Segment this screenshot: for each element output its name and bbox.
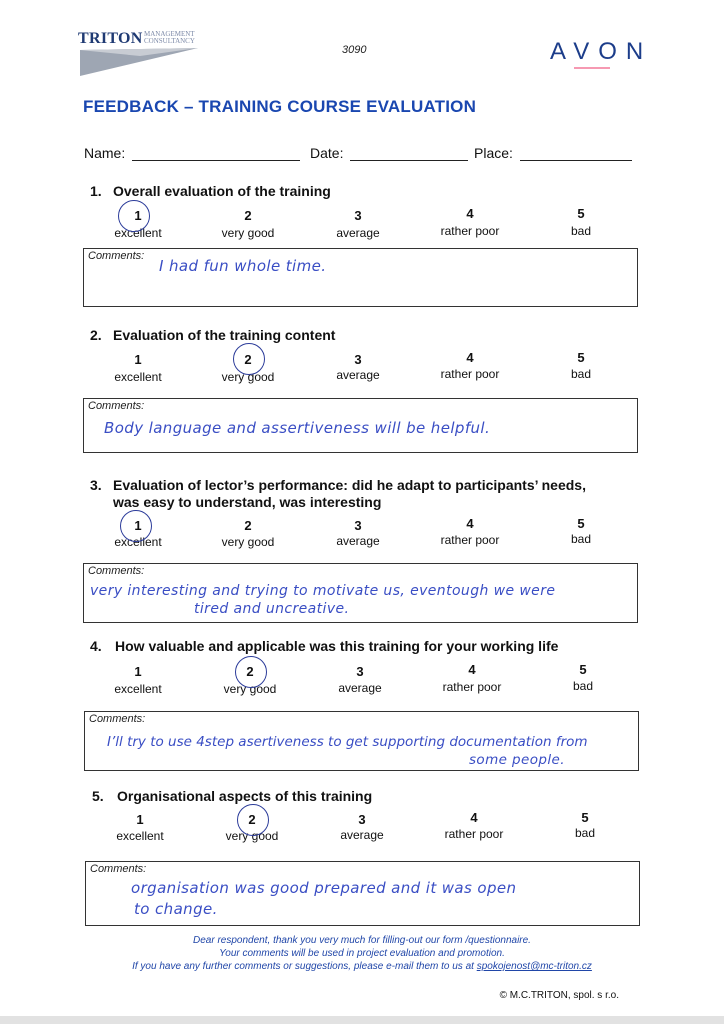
rating-label-bad: bad xyxy=(570,224,592,238)
section-3-title: Evaluation of lector’s performance: did he adapt to participants’ needs, xyxy=(113,477,586,493)
section-5-number: 5. xyxy=(92,788,104,804)
rating-label-bad: bad xyxy=(570,367,592,381)
triton-company-name: TRITON xyxy=(78,30,143,47)
rating-option-4[interactable]: 4 xyxy=(466,206,474,221)
section-1-number: 1. xyxy=(90,183,102,199)
name-field[interactable] xyxy=(132,146,300,161)
rating-option-1[interactable]: 1 xyxy=(134,664,142,679)
rating-label-rather-poor: rather poor xyxy=(440,224,500,238)
copyright: © M.C.TRITON, spol. s r.o. xyxy=(499,990,619,1001)
section-2-title: Evaluation of the training content xyxy=(113,327,336,343)
section-3-number: 3. xyxy=(90,477,102,493)
document-number: 3090 xyxy=(342,44,367,56)
section-4-title: How valuable and applicable was this training for your working life xyxy=(115,638,559,654)
section-4-number: 4. xyxy=(90,638,102,654)
rating-option-1[interactable]: 1 xyxy=(134,352,142,367)
rating-option-2[interactable]: 2 xyxy=(244,518,252,533)
selected-rating-circle xyxy=(120,510,152,542)
rating-option-2[interactable]: 2 xyxy=(246,664,254,679)
section-3-comment-line-2: tired and uncreative. xyxy=(194,601,350,617)
rating-label-average: average xyxy=(336,534,380,548)
rating-label-average: average xyxy=(338,681,382,695)
rating-label-excellent: excellent xyxy=(114,682,162,696)
section-4-comment-line-1: I’ll try to use 4step asertiveness to get supporting documentation from xyxy=(107,734,588,750)
avon-logo xyxy=(550,38,652,66)
rating-label-rather-poor: rather poor xyxy=(440,367,500,381)
section-3-title-line-2: was easy to understand, was interesting xyxy=(113,494,382,510)
rating-option-3[interactable]: 3 xyxy=(354,208,362,223)
footer-email-link[interactable]: spokojenost@mc-triton.cz xyxy=(476,961,592,972)
scan-bottom-edge xyxy=(0,1016,724,1024)
place-field[interactable] xyxy=(520,146,632,161)
rating-label-very-good: very good xyxy=(223,682,277,696)
section-5-comment-line-1: organisation was good prepared and it was open xyxy=(131,879,517,897)
triton-logo xyxy=(78,30,218,80)
rating-option-5[interactable]: 5 xyxy=(581,810,589,825)
rating-label-rather-poor: rather poor xyxy=(444,827,504,841)
rating-label-rather-poor: rather poor xyxy=(442,680,502,694)
selected-rating-circle xyxy=(235,656,267,688)
rating-label-average: average xyxy=(340,828,384,842)
rating-option-2[interactable]: 2 xyxy=(244,208,252,223)
rating-option-5[interactable]: 5 xyxy=(579,662,587,677)
section-2-number: 2. xyxy=(90,327,102,343)
section-2-comment-line-1: Body language and assertiveness will be helpful. xyxy=(104,419,491,437)
section-5-title: Organisational aspects of this training xyxy=(117,788,373,804)
rating-label-very-good: very good xyxy=(225,829,279,843)
rating-label-excellent: excellent xyxy=(114,226,162,240)
rating-label-excellent: excellent xyxy=(114,370,162,384)
rating-option-5[interactable]: 5 xyxy=(577,516,585,531)
rating-option-1[interactable]: 1 xyxy=(136,812,144,827)
rating-option-3[interactable]: 3 xyxy=(358,812,366,827)
footer-contact-text: If you have any further comments or suggestions, please e-mail them to us at xyxy=(132,961,477,972)
footer-usage-note: Your comments will be used in project evaluation and promotion. xyxy=(219,948,505,959)
rating-label-excellent: excellent xyxy=(114,535,162,549)
rating-option-4[interactable]: 4 xyxy=(466,350,474,365)
triton-wedge-icon xyxy=(80,48,200,76)
selected-rating-circle xyxy=(233,343,265,375)
rating-option-2[interactable]: 2 xyxy=(244,352,252,367)
rating-label-very-good: very good xyxy=(221,226,275,240)
rating-label-very-good: very good xyxy=(221,535,275,549)
section-4-comment-box[interactable] xyxy=(84,711,639,771)
rating-label-bad: bad xyxy=(572,679,594,693)
section-1-title: Overall evaluation of the training xyxy=(113,183,331,199)
footer-contact xyxy=(0,961,724,972)
rating-label-bad: bad xyxy=(574,826,596,840)
rating-label-bad: bad xyxy=(570,532,592,546)
rating-option-3[interactable]: 3 xyxy=(354,352,362,367)
date-label: Date: xyxy=(310,145,344,161)
rating-label-very-good: very good xyxy=(221,370,275,384)
rating-label-average: average xyxy=(336,226,380,240)
triton-company-subtitle: MANAGEMENT CONSULTANCY xyxy=(144,30,195,45)
section-5-comment-box[interactable] xyxy=(85,861,640,926)
section-1-comment-box[interactable] xyxy=(83,248,638,307)
comments-label: Comments: xyxy=(89,713,146,725)
comments-label: Comments: xyxy=(90,863,147,875)
rating-option-1[interactable]: 1 xyxy=(134,518,142,533)
section-4-comment-line-2: some people. xyxy=(469,752,565,768)
section-3-comment-line-1: very interesting and trying to motivate us, eventough we were xyxy=(90,583,556,599)
page-title: FEEDBACK – TRAINING COURSE EVALUATION xyxy=(83,97,477,116)
rating-option-4[interactable]: 4 xyxy=(470,810,478,825)
rating-label-rather-poor: rather poor xyxy=(440,533,500,547)
place-label: Place: xyxy=(474,145,513,161)
section-5-comment-line-2: to change. xyxy=(134,900,218,918)
comments-label: Comments: xyxy=(88,400,145,412)
section-2-comment-box[interactable] xyxy=(83,398,638,453)
rating-option-3[interactable]: 3 xyxy=(356,664,364,679)
rating-label-average: average xyxy=(336,368,380,382)
rating-option-4[interactable]: 4 xyxy=(468,662,476,677)
rating-option-2[interactable]: 2 xyxy=(248,812,256,827)
rating-option-4[interactable]: 4 xyxy=(466,516,474,531)
avon-logo-text: AVON xyxy=(550,38,653,65)
avon-tagline-mark xyxy=(574,67,610,69)
rating-label-excellent: excellent xyxy=(116,829,164,843)
comments-label: Comments: xyxy=(88,250,145,262)
rating-option-3[interactable]: 3 xyxy=(354,518,362,533)
section-3-comment-box[interactable] xyxy=(83,563,638,623)
rating-option-5[interactable]: 5 xyxy=(577,350,585,365)
rating-option-5[interactable]: 5 xyxy=(577,206,585,221)
date-field[interactable] xyxy=(350,146,468,161)
name-label: Name: xyxy=(84,145,126,161)
footer-thanks: Dear respondent, thank you very much for filling-out our form /questionnaire. xyxy=(193,935,531,946)
comments-label: Comments: xyxy=(88,565,145,577)
rating-option-1[interactable]: 1 xyxy=(134,208,142,223)
section-1-comment-line-1: I had fun whole time. xyxy=(159,257,327,275)
selected-rating-circle xyxy=(237,804,269,836)
selected-rating-circle xyxy=(118,200,150,232)
